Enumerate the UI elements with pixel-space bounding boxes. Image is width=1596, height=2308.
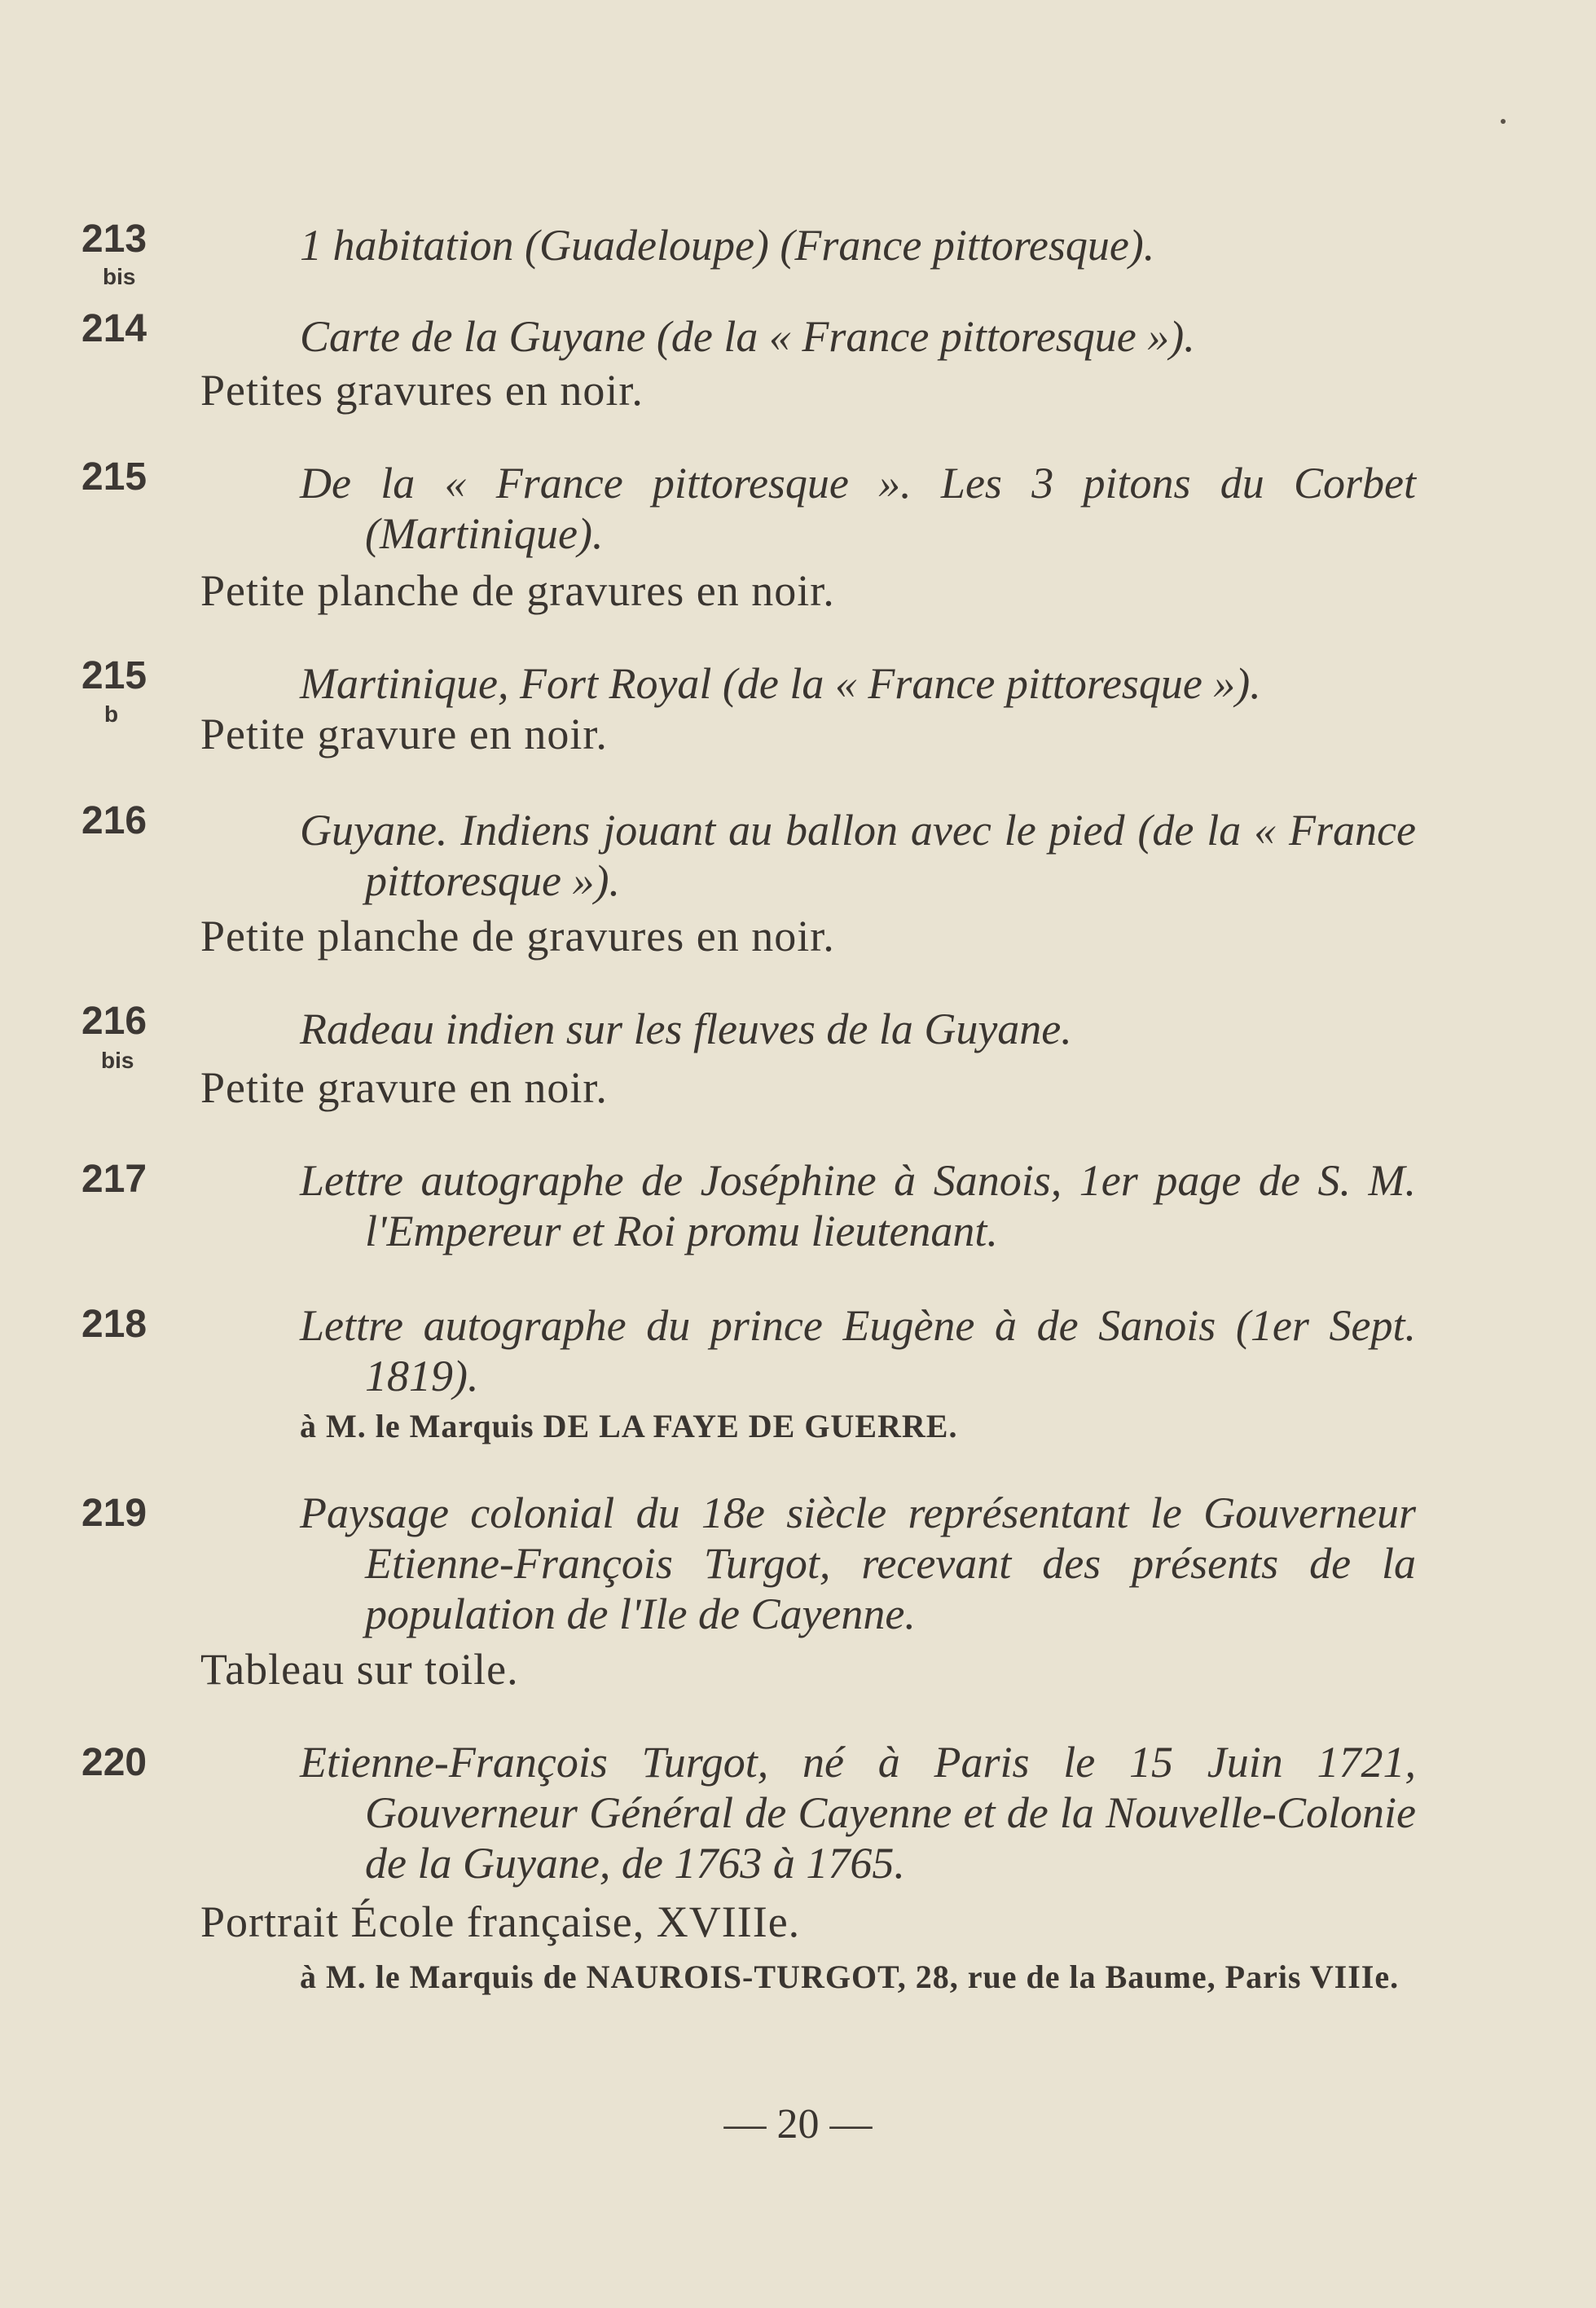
entry-title: Lettre autographe du prince Eugène à de Sanois (1er Sept. 1819). [300, 1301, 1416, 1400]
entry-description: Petite gravure en noir. [200, 1063, 608, 1112]
entry-number: 215 [81, 455, 147, 499]
entry-title: Guyane. Indiens jouant au ballon avec le pied (de la « France pittoresque »). [300, 806, 1416, 905]
entry-number: 218 [81, 1303, 147, 1346]
entry-title: Lettre autographe de Joséphine à Sanois, 1er page de S. M. l'Empereur et Roi promu lieutenant. [300, 1156, 1416, 1255]
paper-speck [1501, 119, 1506, 124]
owner-credit: à M. le Marquis DE LA FAYE DE GUERRE. [300, 1408, 958, 1444]
entry-number: 215 [81, 654, 147, 697]
entry-description: Portrait École française, XVIIIe. [200, 1897, 801, 1946]
entry-title: Carte de la Guyane (de la « France pittoresque »). [300, 312, 1195, 361]
entry-number: 216 [81, 799, 147, 842]
entry-number: 216 [81, 1000, 147, 1043]
entry-title: Martinique, Fort Royal (de la « France pittoresque »). [300, 659, 1261, 708]
entry-description: Petites gravures en noir. [200, 366, 644, 415]
entry-title: 1 habitation (Guadeloupe) (France pittoresque). [300, 221, 1155, 270]
entry-description: Petite gravure en noir. [200, 710, 608, 758]
entry-number: 219 [81, 1492, 147, 1535]
entry-number: 213 [81, 218, 147, 261]
entry-title: Etienne-François Turgot, né à Paris le 15 Juin 1721, Gouverneur Général de Cayenne et de la Nouvelle-Colonie de la Guyane, de 1763 à 1765. [300, 1738, 1416, 1888]
entry-title: Paysage colonial du 18e siècle représentant le Gouverneur Etienne-François Turgot, recevant des présents de la population de l'Ile de Cayenne. [300, 1488, 1416, 1638]
owner-credit: à M. le Marquis de NAUROIS-TURGOT, 28, rue de la Baume, Paris VIIIe. [300, 1959, 1400, 1995]
entry-number: 217 [81, 1158, 147, 1201]
entry-title: De la « France pittoresque ». Les 3 pitons du Corbet (Martinique). [300, 459, 1416, 558]
entry-description: Petite planche de gravures en noir. [200, 912, 835, 961]
entry-suffix: bis [103, 264, 136, 289]
entry-suffix: bis [101, 1048, 134, 1073]
entry-suffix: b [104, 701, 119, 727]
entry-number: 220 [81, 1741, 147, 1784]
entry-number: 214 [81, 307, 147, 350]
entry-description: Petite planche de gravures en noir. [200, 566, 835, 615]
page-number: — 20 — [723, 2101, 873, 2148]
entry-title: Radeau indien sur les fleuves de la Guyane. [300, 1005, 1072, 1053]
entry-description: Tableau sur toile. [200, 1645, 519, 1694]
